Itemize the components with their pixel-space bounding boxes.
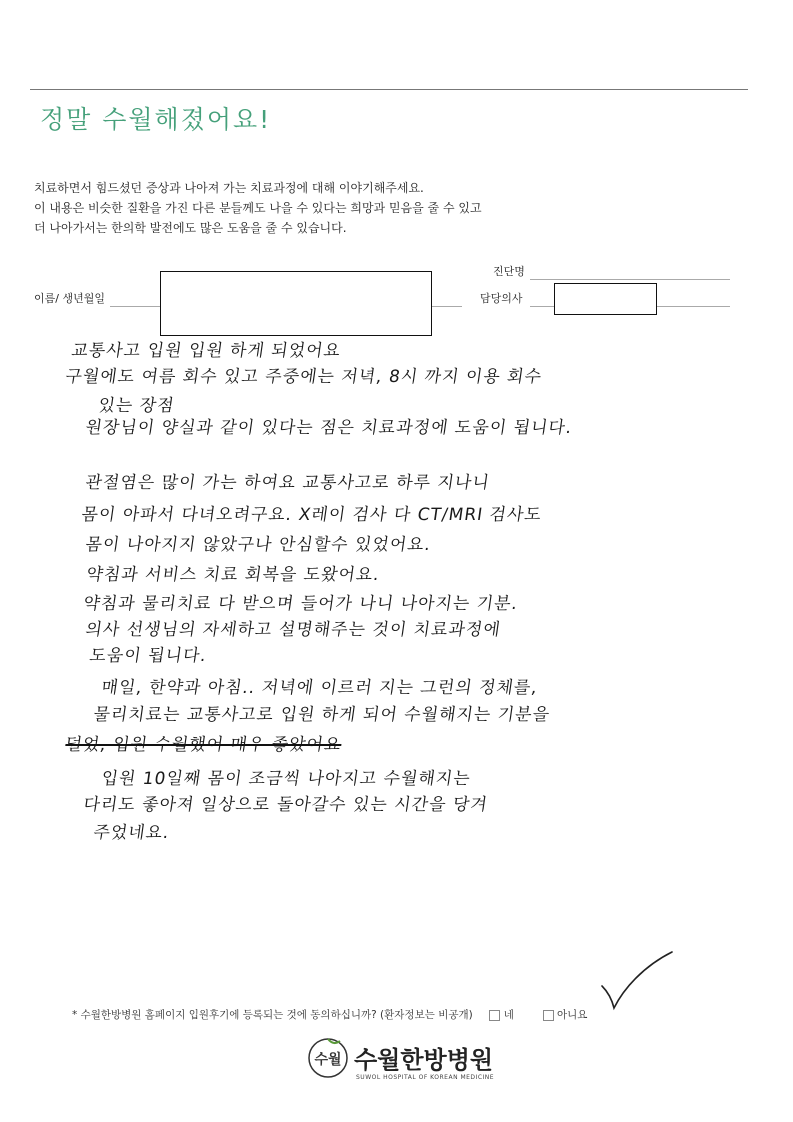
handwriting-line: 입원 10일째 몸이 조금씩 나아지고 수월해지는 xyxy=(100,769,473,789)
handwriting-line: 교통사고 입원 입원 하게 되었어요 xyxy=(70,341,343,361)
consent-row xyxy=(72,1007,587,1022)
handwriting-line: 몸이 아파서 다녀오려구요. X레이 검사 다 CT/MRI 검사도 xyxy=(80,505,544,525)
name-birth-label: 이름/ 생년월일 xyxy=(34,292,105,305)
top-divider xyxy=(30,89,748,90)
consent-yes-checkbox[interactable] xyxy=(489,1010,500,1021)
handwriting-line: 관절염은 많이 가는 하여요 교통사고로 하루 지나니 xyxy=(84,473,492,493)
hospital-logo-icon xyxy=(306,1036,350,1080)
handwriting-line: 몸이 나아지지 않았구나 안심할수 있었어요. xyxy=(84,535,433,555)
intro-line-1: 치료하면서 힘드셨던 증상과 나아져 가는 치료과정에 대해 이야기해주세요. xyxy=(34,181,424,195)
handwriting-line: 구월에도 여름 회수 있고 주중에는 저녁, 8시 까지 이용 회수 xyxy=(64,367,544,387)
diagnosis-underline xyxy=(530,279,730,280)
crossed-out-text: 덜었, 입원 수월했어 매우 좋았어요 xyxy=(64,735,343,755)
handwriting-line: 도움이 됩니다. xyxy=(88,646,209,666)
handwriting-line: 원장님이 양실과 같이 있다는 점은 치료과정에 도움이 됩니다. xyxy=(84,418,574,438)
redacted-doctor-box xyxy=(554,283,657,315)
handwriting-line: 약침과 서비스 치료 회복을 도왔어요. xyxy=(85,565,382,585)
intro-line-3: 더 나아가서는 한의학 발전에도 많은 도움을 줄 수 있습니다. xyxy=(34,221,347,235)
handwriting-line: 주었네요. xyxy=(92,823,171,843)
logo-emblem-text: 수월 xyxy=(314,1052,342,1068)
doctor-label: 담당의사 xyxy=(480,292,523,305)
consent-no-label: 아니요 xyxy=(556,1009,588,1021)
checkmark-icon xyxy=(596,948,676,1012)
redacted-name-box xyxy=(160,271,432,336)
handwriting-line: 있는 장점 xyxy=(97,396,176,416)
consent-question: * 수월한방병원 홈페이지 입원후기에 등록되는 것에 동의하십니까? (환자정보는 비공개) xyxy=(72,1009,473,1021)
intro-line-2: 이 내용은 비슷한 질환을 가진 다른 분들께도 나을 수 있다는 희망과 믿음을 줄 수 있고 xyxy=(34,201,482,215)
hospital-name: 수월한방병원 xyxy=(354,1046,494,1074)
handwriting-line: 의사 선생님의 자세하고 설명해주는 것이 치료과정에 xyxy=(84,620,503,640)
handwriting-line: 다리도 좋아져 일상으로 돌아갈수 있는 시간을 당겨 xyxy=(82,795,490,815)
consent-yes-label: 네 xyxy=(503,1009,514,1021)
handwriting-line: 매일, 한약과 아침.. 저녁에 이르러 지는 그런의 정체를, xyxy=(100,678,540,698)
hospital-subtitle: SUWOL HOSPITAL OF KOREAN MEDICINE xyxy=(356,1074,495,1081)
handwriting-line xyxy=(64,730,343,755)
handwriting-line: 물리치료는 교통사고로 입원 하게 되어 수월해지는 기분을 xyxy=(92,705,552,725)
page-title: 정말 수월해졌어요! xyxy=(40,105,272,134)
diagnosis-label: 진단명 xyxy=(493,265,525,278)
consent-no-checkbox[interactable] xyxy=(543,1010,554,1021)
handwriting-line: 약침과 물리치료 다 받으며 들어가 나니 나아지는 기분. xyxy=(82,594,520,614)
